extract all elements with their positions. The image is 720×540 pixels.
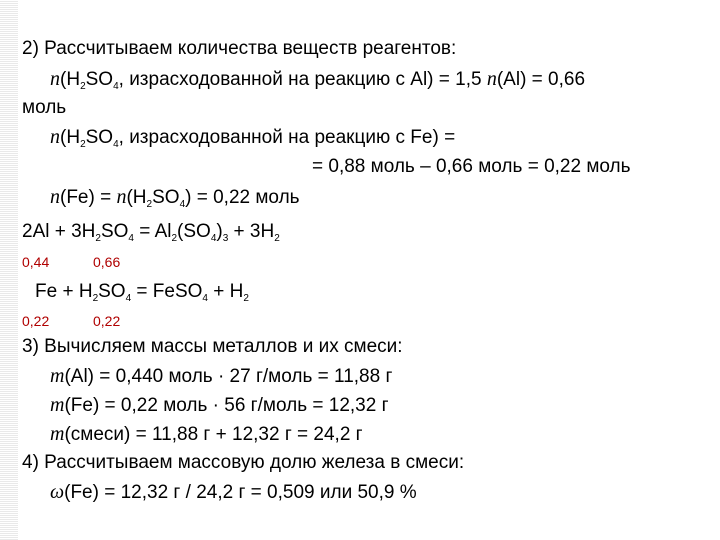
- formula-part: SO: [85, 69, 114, 90]
- amount-symbol: n: [116, 186, 127, 208]
- formula-part: 2Al + 3H: [22, 221, 96, 242]
- line-text: (Fe) =: [60, 187, 117, 208]
- reaction-al: [22, 221, 280, 243]
- formula-part: (H: [126, 187, 147, 208]
- subscript: 2: [92, 293, 99, 304]
- subscript: 4: [113, 81, 119, 92]
- h2so4-al-line: [50, 68, 585, 91]
- section4-heading: 4) Рассчитываем массовую долю железа в смеси:: [22, 452, 465, 473]
- formula-part: (SO: [177, 221, 211, 242]
- line-text: (Al) = 0,440 моль · 27 г/моль = 11,88 г: [64, 366, 393, 387]
- line-text: (Fe) = 0,22 моль · 56 г/моль = 12,32 г: [64, 395, 389, 416]
- formula-part: = FeSO: [131, 281, 203, 302]
- left-striped-band: [0, 0, 18, 540]
- mass-fraction-line: [50, 481, 417, 504]
- line-text: (смеси) = 11,88 г + 12,32 г = 24,2 г: [64, 424, 363, 445]
- n-fe-line: [50, 186, 300, 209]
- formula-part: ): [216, 221, 223, 242]
- subscript: 4: [128, 233, 134, 244]
- reaction-al-value-2: 0,66: [93, 254, 121, 270]
- reaction-fe: [35, 281, 249, 303]
- formula-part: + H: [207, 281, 244, 302]
- subscript: 3: [222, 233, 229, 244]
- subscript: 2: [80, 139, 86, 150]
- subscript: 2: [80, 81, 86, 92]
- formula-part: (H: [60, 69, 81, 90]
- amount-symbol: n: [50, 68, 60, 90]
- subscript: 4: [179, 199, 186, 210]
- amount-symbol: n: [50, 186, 60, 208]
- subscript: 4: [210, 233, 217, 244]
- mass-al-line: [50, 365, 392, 388]
- subscript: 2: [243, 293, 249, 304]
- section3-heading: 3) Вычисляем массы металлов и их смеси:: [22, 336, 403, 357]
- line-text: (Fe) = 12,32 г / 24,2 г = 0,509 или 50,9 %: [64, 482, 417, 503]
- formula-part: + 3H: [228, 221, 275, 242]
- subscript: 2: [171, 233, 178, 244]
- reaction-al-value-1: 0,44: [22, 254, 50, 270]
- amount-symbol: n: [486, 68, 497, 90]
- line-text: , израсходованной на реакцию с Fe) =: [118, 127, 456, 148]
- mass-symbol: m: [50, 423, 65, 445]
- subscript: 4: [125, 293, 132, 304]
- line-text: ) = 0,22 моль: [185, 187, 300, 208]
- subscript: 2: [274, 233, 280, 244]
- formula-part: = Al: [133, 221, 172, 242]
- formula-part: Fe + H: [35, 281, 93, 302]
- amount-symbol: n: [50, 126, 60, 148]
- subscript: 2: [95, 233, 101, 244]
- section2-heading: 2) Рассчитываем количества веществ реагентов:: [22, 38, 457, 59]
- reaction-fe-value-1: 0,22: [22, 313, 50, 329]
- subscript: 2: [146, 199, 153, 210]
- line-text: , израсходованной на реакцию с Al) = 1,5: [118, 69, 487, 90]
- formula-part: SO: [152, 187, 180, 208]
- omega-symbol: ω: [50, 481, 65, 503]
- unit-mol: моль: [22, 97, 67, 118]
- formula-part: SO: [85, 127, 114, 148]
- formula-part: SO: [98, 281, 126, 302]
- mass-mix-line: [50, 423, 363, 446]
- reaction-fe-value-2: 0,22: [93, 313, 121, 329]
- mass-symbol: m: [50, 394, 65, 416]
- h2so4-fe-line: [50, 126, 455, 149]
- h2so4-fe-result: = 0,88 моль – 0,66 моль = 0,22 моль: [312, 156, 631, 177]
- line-text: (Al) = 0,66: [496, 69, 586, 90]
- mass-symbol: m: [50, 365, 65, 387]
- subscript: 4: [202, 293, 208, 304]
- mass-fe-line: [50, 394, 389, 417]
- formula-part: (H: [60, 127, 81, 148]
- formula-part: SO: [100, 221, 129, 242]
- subscript: 4: [113, 139, 119, 150]
